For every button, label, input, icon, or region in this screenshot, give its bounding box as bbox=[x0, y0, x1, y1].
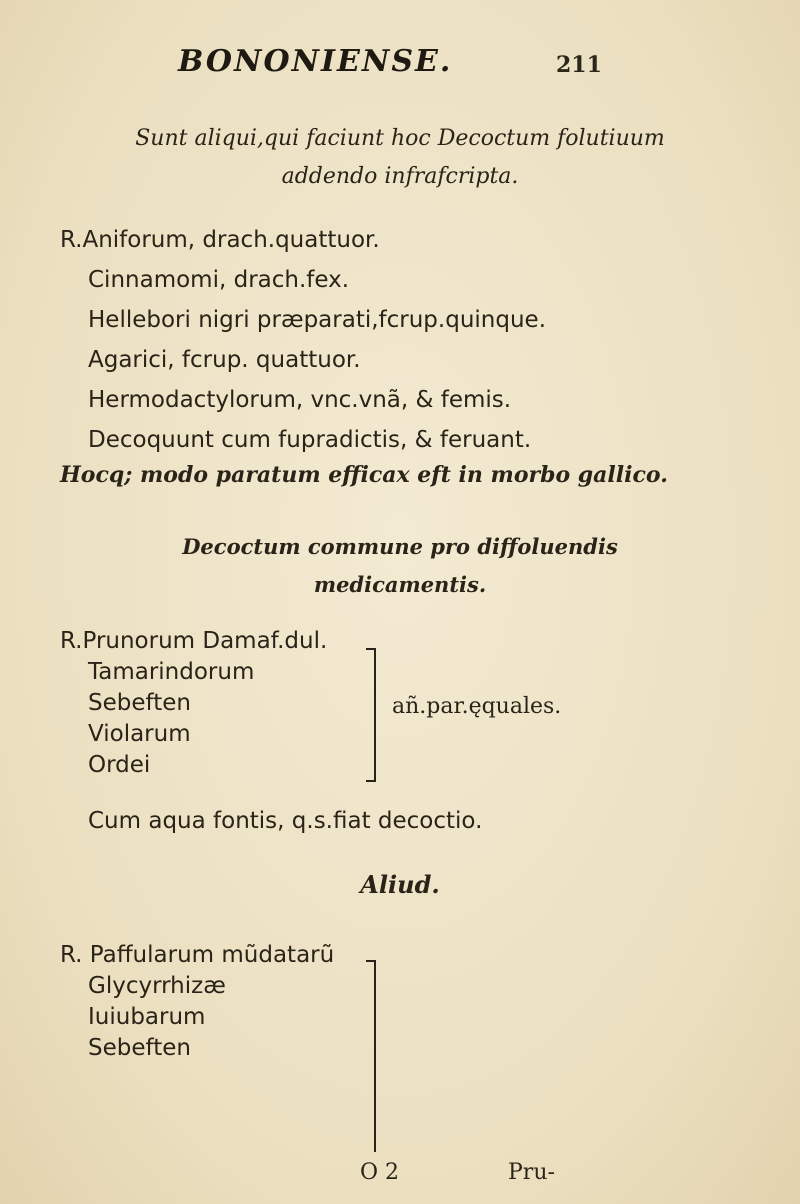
quantity-label: añ.par.ęquales. bbox=[392, 694, 562, 719]
section-heading bbox=[0, 528, 800, 604]
recipe-line: Decoquunt cum fupradictis, & feruant. bbox=[88, 427, 532, 453]
ingredient-line: Sebeften bbox=[88, 690, 191, 716]
signature-mark: O 2 bbox=[360, 1160, 400, 1185]
grouping-brace bbox=[366, 648, 376, 782]
heading-line: Decoctum commune pro diffoluendis bbox=[182, 534, 618, 559]
section-heading: Aliud. bbox=[360, 870, 440, 899]
running-head: BONONIENSE. bbox=[178, 44, 453, 79]
ingredient-line: R. Paffularum mũdatarũ bbox=[60, 942, 335, 968]
usage-note: Hocq; modo paratum efficax eft in morbo gallico. bbox=[60, 462, 668, 488]
instruction-line: Cum aqua fontis, q.s.fiat decoctio. bbox=[88, 808, 483, 834]
recipe-list bbox=[60, 220, 546, 460]
intro-line: addendo infrafcripta. bbox=[281, 164, 519, 189]
ingredient-line: Violarum bbox=[88, 721, 191, 747]
page-header bbox=[0, 40, 800, 90]
catchword: Pru- bbox=[508, 1160, 555, 1185]
ingredient-line: Iuiubarum bbox=[88, 1004, 206, 1030]
recipe-line: Hermodactylorum, vnc.vnã, & femis. bbox=[88, 387, 512, 413]
ingredient-line: Sebeften bbox=[88, 1035, 191, 1061]
ingredient-line: Tamarindorum bbox=[88, 659, 255, 685]
recipe-line: Agarici, fcrup. quattuor. bbox=[88, 347, 361, 373]
recipe-line: Hellebori nigri præparati,fcrup.quinque. bbox=[88, 307, 547, 333]
ingredient-list bbox=[60, 626, 327, 781]
intro-paragraph bbox=[0, 120, 800, 196]
ingredient-list bbox=[60, 940, 334, 1064]
heading-line: medicamentis. bbox=[313, 572, 487, 597]
recipe-line: R.Aniforum, drach.quattuor. bbox=[60, 227, 380, 253]
ingredient-line: Glycyrrhizæ bbox=[88, 973, 226, 999]
recipe-line: Cinnamomi, drach.fex. bbox=[88, 267, 350, 293]
ingredient-line: Ordei bbox=[88, 752, 151, 778]
intro-line: Sunt aliqui,qui faciunt hoc Decoctum folutiuum bbox=[135, 126, 665, 151]
page-number: 211 bbox=[556, 52, 602, 78]
grouping-brace bbox=[366, 960, 376, 1152]
ingredient-line: R.Prunorum Damaf.dul. bbox=[60, 628, 328, 654]
